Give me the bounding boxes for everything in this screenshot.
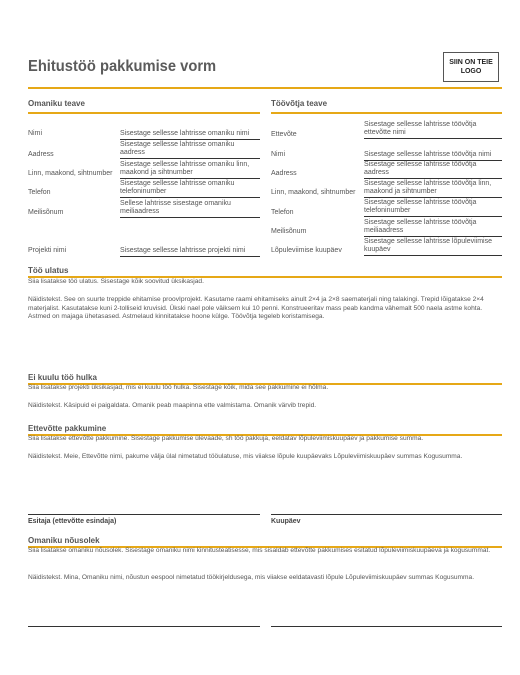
company-offer-intro[interactable]: Siia lisatakse ettevõtte pakkumine. Sisestage pakkumise ülevaade, sh töö pakkuja, eeldatav lõpuleviimiskuupäev ja pakkumise summa. xyxy=(28,435,424,442)
company-offer-title: Ettevõtte pakkumine xyxy=(28,424,107,433)
owner-heading: Omaniku teave xyxy=(28,99,85,108)
contractor-company-field[interactable]: Sisestage sellesse lahtrisse töövõtja ettevõtte nimi xyxy=(364,121,502,139)
completion-date-field[interactable]: Sisestage sellesse lahtrisse lõpuleviimise kuupäev xyxy=(364,238,502,256)
scope-sample[interactable]: Näidistekst. See on suurte treppide ehitamise proovIprojekt. Kasutame raami ehitamiseks ainult 2×4 ja 2×8 saematerjali ning talakingi. Trepid lõigatakse 2×4 materjalist. Kasutatakse kuni 2-tolliseid kruvisid. Ükski nael pole väiksem kui 10 penni. Konstrueeritav mass peab kandma vähemalt 500 naela astme kohta. Astmed on majaga ühetasased. Astmelaud kinnitatakse hoone külge. Töövõtja tegeleb koristamisega. xyxy=(28,296,484,321)
contractor-company-label: Ettevõte xyxy=(271,131,297,138)
company-offer-sample[interactable]: Näidistekst. Meie, Ettevõtte nimi, pakume välja ülal nimetatud tööulatuse, mis viiakse lõpule kuupäevaks Lõpuleviimiskuupäev summas Kogusumma. xyxy=(28,453,463,460)
contractor-city-label: Linn, maakond, sihtnumber xyxy=(271,189,356,196)
submitter-signature-line[interactable] xyxy=(28,514,260,515)
contractor-phone-label: Telefon xyxy=(271,209,294,216)
scope-intro[interactable]: Siia lisatakse töö ulatus. Sisestage kõik soovitud üksikasjad. xyxy=(28,278,204,285)
contractor-heading: Töövõtja teave xyxy=(271,99,328,108)
contractor-phone-field[interactable]: Sisestage sellesse lahtrisse töövõtja telefoninumber xyxy=(364,199,502,217)
owner-phone-field[interactable]: Sisestage sellesse lahtrisse omaniku telefoninumber xyxy=(120,180,260,198)
owner-email-field[interactable]: Sellese lahtrisse sisestage omaniku meiliaadress xyxy=(120,200,260,218)
owner-city-field[interactable]: Sisestage sellesse lahtrisse omaniku linn, maakond ja sihtnumber xyxy=(120,161,260,179)
submitter-label: Esitaja (ettevõtte esindaja) xyxy=(28,518,117,525)
owner-heading-rule xyxy=(28,112,260,114)
project-name-label: Projekti nimi xyxy=(28,247,67,254)
contractor-address-label: Aadress xyxy=(271,170,297,177)
logo-line-1: SIIN ON TEIE xyxy=(449,59,493,66)
owner-email-label: Meilisõnum xyxy=(28,209,64,216)
submitter-date-label: Kuupäev xyxy=(271,518,301,525)
contractor-email-label: Meilisõnum xyxy=(271,228,307,235)
owner-city-label: Linn, maakond, sihtnumber xyxy=(28,170,113,177)
excluded-title: Ei kuulu töö hulka xyxy=(28,373,97,382)
contractor-heading-rule xyxy=(271,112,502,114)
logo-line-2: LOGO xyxy=(460,68,482,75)
owner-address-field[interactable]: Sisestage sellesse lahtrisse omaniku aadress xyxy=(120,141,260,159)
scope-title: Töö ulatus xyxy=(28,266,69,275)
owner-name-field[interactable]: Sisestage sellesse lahtrisse omaniku nimi xyxy=(120,130,260,140)
contractor-name-label: Nimi xyxy=(271,151,285,158)
consent-intro[interactable]: Siia lisatakse omaniku nõusolek. Sisestage omaniku nimi kinnitusteatisesse, mis sisaldab ettevõtte pakkumises esitatud lõpuleviimiskuupäeva ja kogusummat. xyxy=(28,547,491,554)
excluded-intro[interactable]: Siia lisatakse projekti üksikasjad, mis ei kuulu töö hulka. Sisestage kõik, mida see pakkumine ei hõlma. xyxy=(28,384,329,391)
owner-name-label: Nimi xyxy=(28,130,42,137)
header-divider xyxy=(28,87,502,89)
form-title: Ehitustöö pakkumise vorm xyxy=(28,58,217,75)
contractor-city-field[interactable]: Sisestage sellesse lahtrisse töövõtja linn, maakond ja sihtnumber xyxy=(364,180,502,198)
submitter-date-line[interactable] xyxy=(271,514,502,515)
consent-title: Omaniku nõusolek xyxy=(28,536,100,545)
consent-sample[interactable]: Näidistekst. Mina, Omaniku nimi, nõustun eespool nimetatud töökirjeldusega, mis viiakse eeldatavasti lõpule Lõpuleviimiskuupäev summas Kogusumma. xyxy=(28,574,475,581)
owner-address-label: Aadress xyxy=(28,151,54,158)
contractor-address-field[interactable]: Sisestage sellesse lahtrisse töövõtja aadress xyxy=(364,161,502,179)
contractor-email-field[interactable]: Sisestage sellesse lahtrisse töövõtja meiliaadress xyxy=(364,219,502,237)
contractor-name-field[interactable]: Sisestage sellesse lahtrisse töövõtja nimi xyxy=(364,151,502,161)
owner-date-line[interactable] xyxy=(271,626,502,627)
owner-phone-label: Telefon xyxy=(28,189,51,196)
project-name-field[interactable]: Sisestage sellesse lahtrisse projekti nimi xyxy=(120,247,260,257)
owner-signature-line[interactable] xyxy=(28,626,260,627)
logo-placeholder xyxy=(443,52,499,82)
excluded-sample[interactable]: Näidistekst. Käsipuid ei paigaldata. Omanik peab maapinna ette valmistama. Omanik värvib trepid. xyxy=(28,402,317,409)
completion-date-label: Lõpuleviimise kuupäev xyxy=(271,247,342,254)
